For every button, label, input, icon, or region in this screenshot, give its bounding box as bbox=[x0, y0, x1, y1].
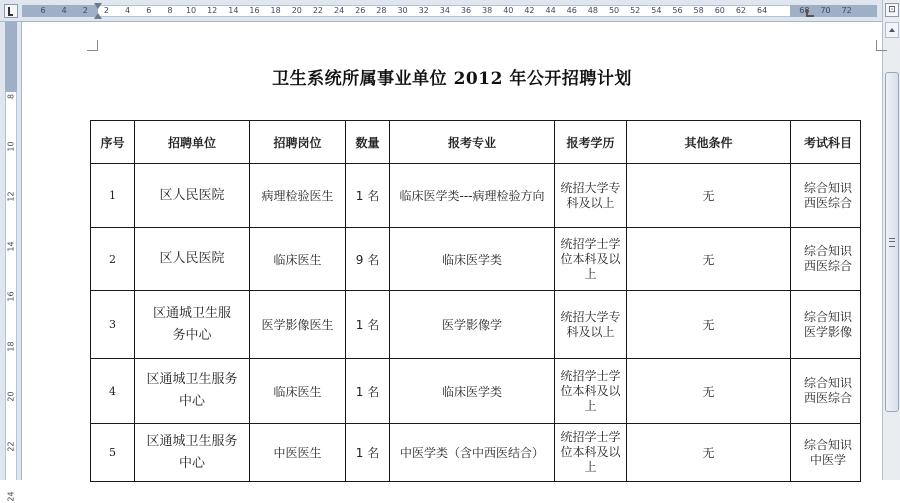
cell-major-text: 临床医学类---病理检验方向 bbox=[399, 189, 545, 203]
header-qty: 数量 bbox=[346, 121, 390, 164]
cell-unit-text: 区通城卫生服务 中心 bbox=[146, 433, 238, 471]
indent-marker-icon[interactable] bbox=[94, 3, 102, 19]
vertical-ruler-number: 24 bbox=[6, 491, 16, 502]
header-post: 招聘岗位 bbox=[250, 121, 346, 164]
ruler-number: 12 bbox=[207, 6, 218, 15]
cell-no-text: 5 bbox=[109, 446, 116, 459]
horizontal-ruler[interactable] bbox=[0, 0, 900, 22]
cell-major-text: 临床医学类 bbox=[441, 384, 502, 399]
cell-post-text: 临床医生 bbox=[273, 384, 322, 399]
ruler-number: 72 bbox=[841, 6, 852, 15]
ruler-number: 46 bbox=[566, 6, 577, 15]
cell-no bbox=[91, 228, 135, 291]
cell-edu-text: 统招大学专 科及以上 bbox=[560, 309, 621, 339]
ruler-number: 28 bbox=[376, 6, 387, 15]
ruler-number: 4 bbox=[125, 6, 131, 15]
grip-icon bbox=[889, 238, 895, 247]
cell-edu-text: 统招大学专 科及以上 bbox=[560, 180, 621, 210]
cell-unit bbox=[135, 359, 250, 424]
cell-post-text: 病理检验医生 bbox=[261, 189, 334, 203]
vertical-ruler-number: 14 bbox=[6, 241, 16, 252]
cell-qty-text: 1 名 bbox=[355, 446, 380, 460]
vertical-ruler[interactable] bbox=[0, 22, 22, 502]
vertical-ruler-top-margin bbox=[5, 22, 17, 92]
table-row bbox=[91, 164, 861, 228]
cell-subject bbox=[791, 291, 861, 359]
cell-edu bbox=[555, 164, 627, 228]
table-row bbox=[91, 228, 861, 291]
cell-edu-text: 统招学士学 位本科及以 上 bbox=[560, 430, 621, 474]
cell-no-text: 3 bbox=[109, 318, 116, 331]
cell-subject bbox=[791, 164, 861, 228]
cell-no-text: 1 bbox=[109, 189, 116, 202]
cell-post bbox=[250, 424, 346, 482]
cell-other-text: 无 bbox=[702, 446, 715, 460]
cell-qty bbox=[346, 291, 390, 359]
recruitment-table bbox=[90, 120, 861, 482]
cell-other bbox=[627, 228, 791, 291]
ruler-number: 52 bbox=[630, 6, 641, 15]
cell-no bbox=[91, 164, 135, 228]
ruler-number: 34 bbox=[439, 6, 450, 15]
cell-unit-text: 区通城卫生服务 中心 bbox=[146, 372, 238, 409]
ruler-number: 50 bbox=[608, 6, 620, 15]
ruler-number: 42 bbox=[524, 6, 535, 15]
ruler-number: 10 bbox=[185, 6, 197, 15]
cell-major-text: 医学影像学 bbox=[441, 318, 502, 332]
ruler-number: 38 bbox=[482, 6, 493, 15]
vertical-scrollbar[interactable] bbox=[882, 0, 900, 480]
crop-mark-top-right bbox=[876, 40, 887, 51]
cell-other bbox=[627, 291, 791, 359]
cell-qty bbox=[346, 164, 390, 228]
table-row bbox=[91, 424, 861, 482]
cell-edu bbox=[555, 424, 627, 482]
cell-qty-text: 1 名 bbox=[355, 189, 380, 203]
ruler-number: 18 bbox=[270, 6, 281, 15]
cell-unit-text: 区通城卫生服 务中心 bbox=[152, 305, 231, 343]
cell-subject bbox=[791, 228, 861, 291]
cell-unit-text: 区人民医院 bbox=[159, 251, 225, 266]
ruler-number: 70 bbox=[820, 6, 831, 15]
cell-qty-text: 9 名 bbox=[355, 252, 380, 267]
ruler-number: 14 bbox=[228, 6, 239, 15]
cell-subject-text: 综合知识 西医综合 bbox=[803, 244, 852, 273]
header-edu: 报考学历 bbox=[555, 121, 627, 164]
ruler-number: 54 bbox=[651, 6, 662, 15]
cell-post bbox=[250, 359, 346, 424]
crop-mark-top-left bbox=[87, 40, 98, 51]
tab-selector-icon[interactable] bbox=[4, 4, 18, 18]
cell-other-text: 无 bbox=[702, 318, 715, 332]
document-title: 卫生系统所属事业单位 2012 年公开招聘计划 bbox=[272, 69, 632, 89]
cell-unit-text: 区人民医院 bbox=[159, 187, 225, 203]
cell-major bbox=[390, 291, 555, 359]
cell-other bbox=[627, 359, 791, 424]
cell-qty bbox=[346, 228, 390, 291]
ruler-number: 6 bbox=[146, 6, 152, 15]
ruler-number: 20 bbox=[291, 6, 302, 15]
ruler-number: 8 bbox=[167, 6, 173, 15]
vertical-ruler-number: 22 bbox=[6, 441, 16, 452]
cell-post bbox=[250, 164, 346, 228]
cell-qty bbox=[346, 359, 390, 424]
table-header-row bbox=[91, 121, 861, 164]
cell-subject bbox=[791, 424, 861, 482]
cell-major-text: 中医学类（含中西医结合） bbox=[399, 446, 544, 460]
view-ruler-icon[interactable]: ⊡ bbox=[885, 3, 899, 17]
cell-subject-text: 综合知识 医学影像 bbox=[803, 309, 852, 339]
cell-post bbox=[250, 291, 346, 359]
cell-other-text: 无 bbox=[702, 252, 715, 267]
cell-unit bbox=[135, 291, 250, 359]
ruler-number: 60 bbox=[714, 6, 725, 15]
cell-post-text: 中医医生 bbox=[273, 446, 322, 460]
cell-other-text: 无 bbox=[702, 189, 715, 203]
cell-major bbox=[390, 164, 555, 228]
cell-no-text: 2 bbox=[109, 252, 116, 266]
document-page[interactable] bbox=[23, 22, 881, 480]
header-no: 序号 bbox=[91, 121, 135, 164]
cell-subject-text: 综合知识 西医综合 bbox=[803, 180, 852, 210]
ruler-number: 40 bbox=[503, 6, 514, 15]
cell-edu-text: 统招学士学 位本科及以 上 bbox=[560, 236, 621, 281]
vertical-ruler-number: 8 bbox=[6, 93, 16, 100]
ruler-number: 24 bbox=[334, 6, 345, 15]
cell-edu bbox=[555, 291, 627, 359]
ruler-number: 68 bbox=[799, 6, 810, 15]
cell-unit bbox=[135, 424, 250, 482]
cell-other bbox=[627, 164, 791, 228]
header-subject: 考试科目 bbox=[791, 121, 861, 164]
ruler-number: 64 bbox=[757, 6, 768, 15]
ruler-number: 44 bbox=[545, 6, 556, 15]
cell-no bbox=[91, 291, 135, 359]
cell-no bbox=[91, 359, 135, 424]
vertical-ruler-number: 12 bbox=[6, 191, 16, 202]
header-major: 报考专业 bbox=[390, 121, 555, 164]
cell-qty-text: 1 名 bbox=[355, 318, 380, 332]
cell-unit bbox=[135, 164, 250, 228]
vertical-ruler-number: 20 bbox=[6, 391, 16, 402]
cell-subject bbox=[791, 359, 861, 424]
ruler-number: 2 bbox=[82, 6, 88, 15]
tab-stop-icon[interactable] bbox=[806, 9, 814, 17]
cell-major-text: 临床医学类 bbox=[441, 252, 502, 267]
ruler-number: 62 bbox=[735, 6, 747, 15]
cell-other bbox=[627, 424, 791, 482]
cell-subject-text: 综合知识 中医学 bbox=[803, 437, 852, 467]
cell-no-text: 4 bbox=[109, 384, 116, 398]
cell-major bbox=[390, 424, 555, 482]
ruler-number: 22 bbox=[312, 6, 324, 15]
cell-subject-text: 综合知识 西医综合 bbox=[803, 376, 852, 405]
cell-post-text: 临床医生 bbox=[273, 252, 322, 267]
ruler-number: 26 bbox=[355, 6, 366, 15]
cell-unit bbox=[135, 228, 250, 291]
ruler-number: 2 bbox=[103, 6, 109, 15]
ruler-number: 30 bbox=[397, 6, 408, 15]
vertical-ruler-number: 16 bbox=[6, 291, 16, 302]
cell-no bbox=[91, 424, 135, 482]
vertical-ruler-number: 10 bbox=[6, 141, 16, 152]
table-row bbox=[91, 291, 861, 359]
ruler-number: 4 bbox=[61, 6, 67, 15]
header-unit: 招聘单位 bbox=[135, 121, 250, 164]
table-row bbox=[91, 359, 861, 424]
cell-qty bbox=[346, 424, 390, 482]
ruler-number: 6 bbox=[40, 6, 46, 15]
cell-edu bbox=[555, 359, 627, 424]
cell-qty-text: 1 名 bbox=[355, 384, 380, 399]
ruler-number: 36 bbox=[460, 6, 472, 15]
cell-other-text: 无 bbox=[702, 384, 715, 399]
cell-edu bbox=[555, 228, 627, 291]
ruler-number: 56 bbox=[672, 6, 683, 15]
scrollbar-thumb[interactable] bbox=[885, 72, 899, 412]
ruler-number: 16 bbox=[249, 6, 260, 15]
scroll-up-icon[interactable] bbox=[885, 22, 899, 38]
cell-post-text: 医学影像医生 bbox=[261, 318, 334, 332]
ruler-number: 32 bbox=[418, 6, 429, 15]
ruler-number: 58 bbox=[693, 6, 704, 15]
header-other: 其他条件 bbox=[627, 121, 791, 164]
vertical-ruler-number: 18 bbox=[6, 341, 16, 352]
cell-edu-text: 统招学士学 位本科及以 上 bbox=[560, 368, 621, 413]
cell-major bbox=[390, 228, 555, 291]
cell-major bbox=[390, 359, 555, 424]
ruler-number: 48 bbox=[587, 6, 598, 15]
cell-post bbox=[250, 228, 346, 291]
